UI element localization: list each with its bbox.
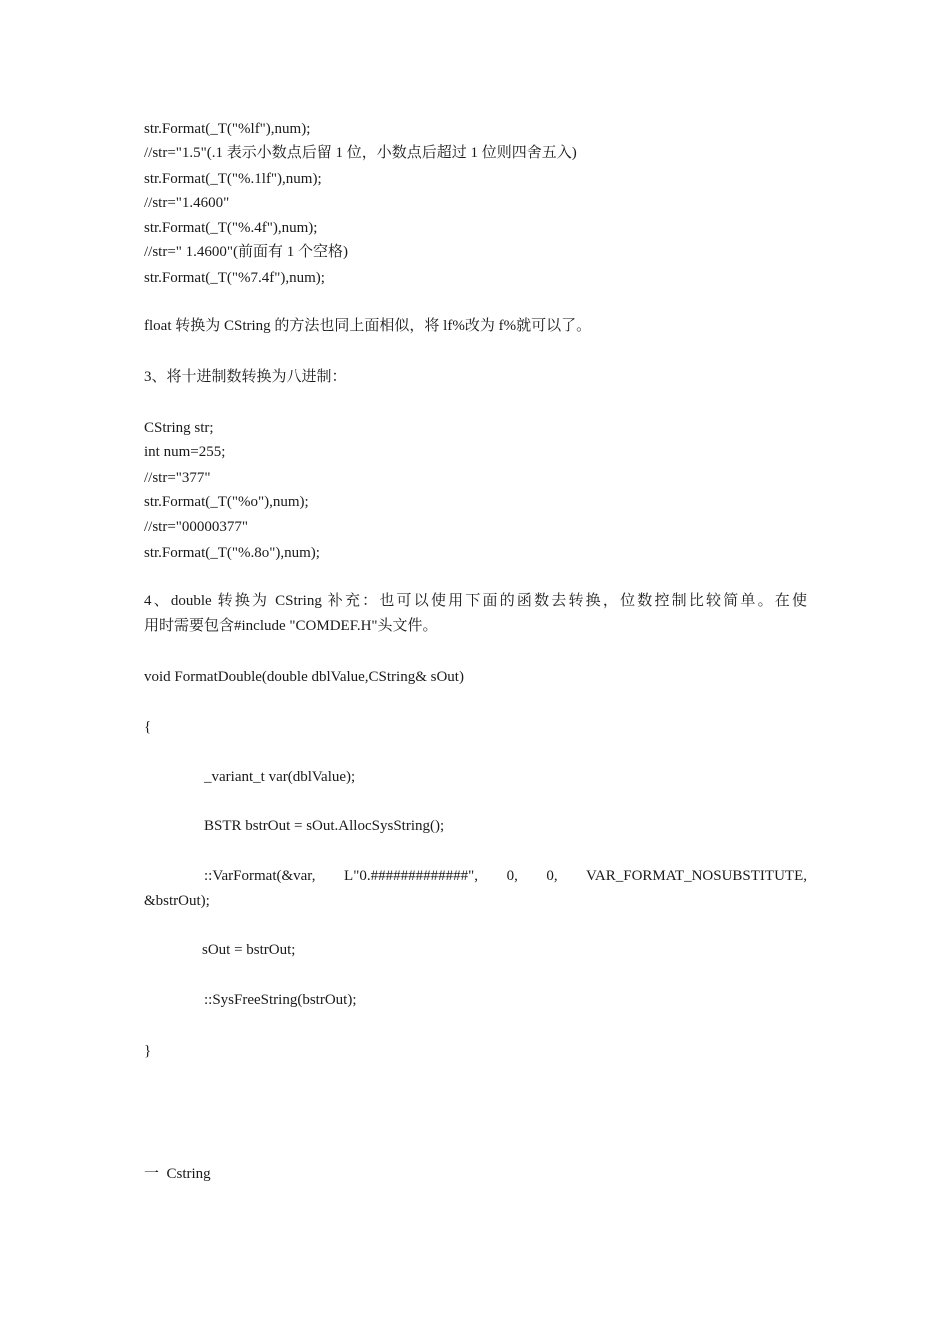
section-4-paragraph-line-1: 4、double 转换为 CString 补充：也可以使用下面的函数去转换，位数控制比较简单。在使 bbox=[144, 593, 807, 609]
code-line: sOut = bstrOut; bbox=[202, 942, 296, 958]
close-brace: } bbox=[144, 1043, 152, 1059]
code-comment-line: //str=" 1.4600"(前面有 1 个空格) bbox=[144, 244, 349, 260]
code-line: str.Format(_T("%.8o"),num); bbox=[144, 545, 320, 561]
code-line: CString str; bbox=[144, 420, 214, 436]
code-comment-line: //str="1.4600" bbox=[144, 195, 230, 211]
float-note-paragraph: float 转换为 CString 的方法也同上面相似，将 lf%改为 f%就可以了。 bbox=[144, 318, 592, 334]
next-section-heading: 一 Cstring bbox=[144, 1166, 211, 1182]
code-line: str.Format(_T("%o"),num); bbox=[144, 494, 309, 510]
code-line: ::VarFormat(&var, L"0.#############", 0, 0, VAR_FORMAT_NOSUBSTITUTE, bbox=[204, 868, 807, 884]
function-signature: void FormatDouble(double dblValue,CString& sOut) bbox=[144, 669, 464, 685]
code-line-continuation: &bstrOut); bbox=[144, 893, 210, 909]
code-line: ::SysFreeString(bstrOut); bbox=[204, 992, 357, 1008]
code-line: _variant_t var(dblValue); bbox=[204, 769, 356, 785]
open-brace: { bbox=[144, 719, 152, 735]
code-comment-line: //str="00000377" bbox=[144, 519, 249, 535]
code-comment-line: //str="377" bbox=[144, 470, 211, 486]
code-line: str.Format(_T("%.1lf"),num); bbox=[144, 171, 322, 187]
section-4-paragraph-line-2: 用时需要包含#include "COMDEF.H"头文件。 bbox=[144, 618, 438, 634]
code-line: str.Format(_T("%7.4f"),num); bbox=[144, 270, 325, 286]
code-comment-line: //str="1.5"(.1 表示小数点后留 1 位，小数点后超过 1 位则四舍五入) bbox=[144, 145, 577, 161]
code-line: int num=255; bbox=[144, 444, 226, 460]
code-line: BSTR bstrOut = sOut.AllocSysString(); bbox=[204, 818, 445, 834]
code-line: str.Format(_T("%lf"),num); bbox=[144, 121, 311, 137]
code-line: str.Format(_T("%.4f"),num); bbox=[144, 220, 318, 236]
section-3-heading: 3、将十进制数转换为八进制： bbox=[144, 369, 347, 385]
